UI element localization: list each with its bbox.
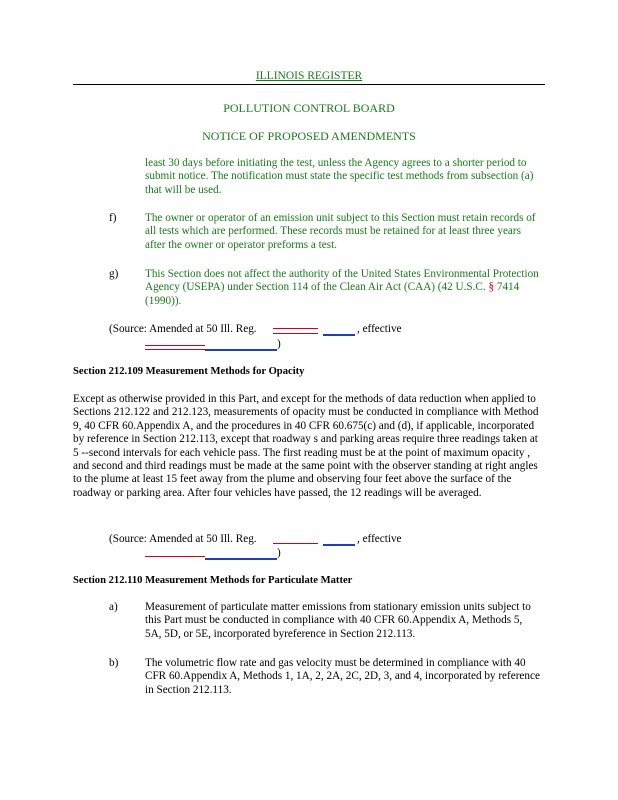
item-f-text: The owner or operator of an emission unit subject to this Section must retain records of all tests which are performed. These records must be retained for at least three years after the owner or operator preforms a test.	[145, 212, 536, 251]
item-a-label: a)	[109, 601, 118, 613]
source-effective-1: , effective	[357, 323, 402, 335]
source-effective-2: , effective	[357, 533, 402, 545]
blueline-2b	[205, 558, 277, 560]
section-109-heading: Section 212.109 Measurement Methods for Opacity	[73, 366, 305, 377]
item-g-label: g)	[109, 268, 119, 280]
continuation-paragraph: least 30 days before initiating the test, unless the Agency agrees to a shorter period to submit notice. The notification must state the specific test methods from subsection (a) that will be used.	[145, 157, 534, 196]
redline-1a	[273, 328, 318, 329]
section-109-body: Except as otherwise provided in this Part, and except for the methods of data reduction when applied to Sections 212.122 and 212.123, measurements of opacity must be conducted in compliance with Method 9, 40 CFR 60.Appendix A, and the procedures in 40 CFR 60.675(c) and (d), if applicable, incorporated by reference in Section 212.113, except that roadway s and parking areas require three readings taken at 5 --second intervals for each vehicle pass. The first reading must be at the point of maximum opacity , and second and third readings must be made at the same point with the observer standing at right angles to the plume at least 15 feet away from the plume and observing four feet above the surface of the roadway or parking area. After four vehicles have passed, the 12 readings will be averaged.	[73, 393, 539, 499]
redline-1c	[145, 345, 205, 346]
blueline-1	[323, 334, 355, 336]
source-note-2: (Source: Amended at 50 Ill. Reg.	[109, 533, 257, 545]
header-rule	[73, 84, 545, 85]
item-b-text: The volumetric flow rate and gas velocity must be determined in compliance with 40 CFR 60.Appendix A, Methods 1, 1A, 2, 2A, 2C, 2D, 3, and 4, incorporated by reference in Section 212.113.	[145, 657, 540, 696]
register-title: ILLINOIS REGISTER	[255, 70, 363, 82]
blueline-2	[323, 544, 355, 546]
source-close-1: )	[277, 338, 281, 350]
redline-2a	[273, 543, 318, 544]
notice-title: NOTICE OF PROPOSED AMENDMENTS	[202, 129, 416, 143]
source-close-2: )	[277, 547, 281, 559]
section-110-heading: Section 212.110 Measurement Methods for Particulate Matter	[73, 575, 353, 586]
item-a-text: Measurement of particulate matter emissions from stationary emission units subject to this Part must be conducted in compliance with 40 CFR 60.Appendix A, Methods 5, 5A, 5D, or 5E, incorporated byreference in Section 212.113.	[145, 601, 531, 640]
item-g-text: This Section does not affect the authority of the United States Environmental Protection Agency (USEPA) under Section 114 of the Clean Air Act (CAA) (42 U.S.C. § 7414 (1990)).	[145, 268, 539, 307]
board-name: POLLUTION CONTROL BOARD	[223, 101, 395, 115]
redline-1b	[273, 333, 318, 334]
section-sign: §	[488, 281, 495, 294]
item-b-label: b)	[109, 657, 119, 669]
redline-2b	[145, 556, 205, 557]
item-f-label: f)	[109, 212, 117, 224]
source-note-1: (Source: Amended at 50 Ill. Reg.	[109, 323, 257, 335]
redline-1d	[145, 349, 205, 350]
blueline-1b	[205, 349, 277, 351]
